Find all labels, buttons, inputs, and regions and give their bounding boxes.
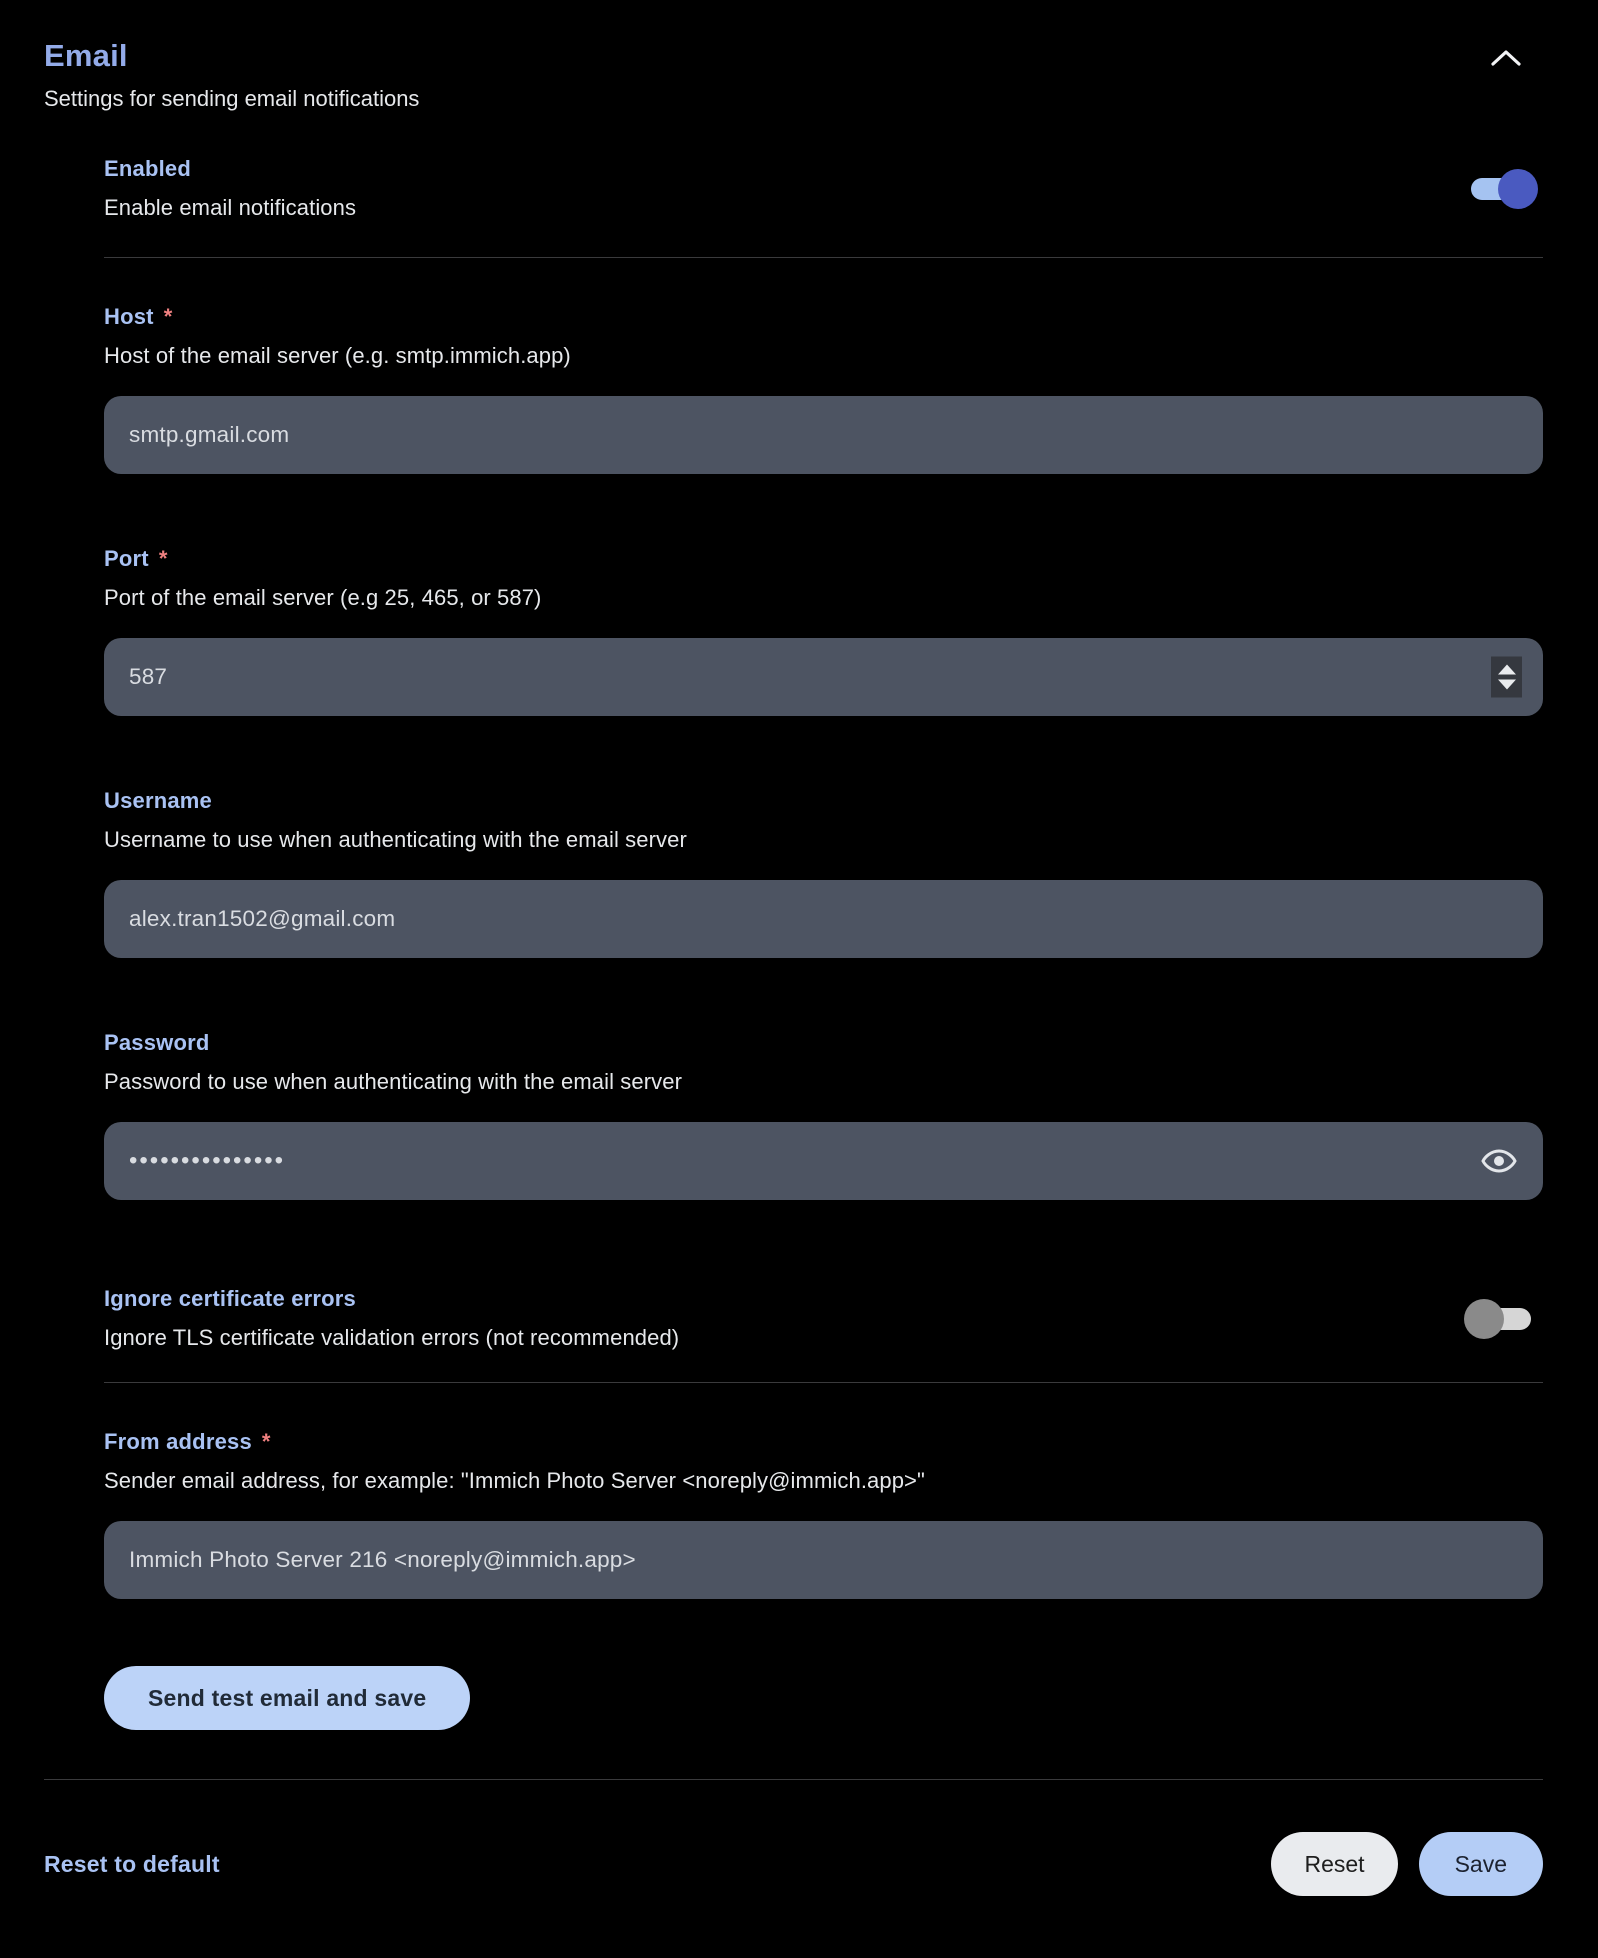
- toggle-knob: [1464, 1299, 1504, 1339]
- enabled-description: Enable email notifications: [104, 195, 357, 220]
- from-address-input-wrap: [104, 1521, 1543, 1599]
- username-label-row: [104, 788, 1543, 814]
- port-description: Port of the email server (e.g 25, 465, or 587): [104, 585, 542, 610]
- host-input-wrap: [104, 396, 1543, 474]
- ignore-cert-setting-row: [104, 1286, 1543, 1351]
- page-subtitle: Settings for sending email notifications: [44, 86, 420, 111]
- ignore-cert-toggle[interactable]: [1471, 1308, 1531, 1330]
- host-field-group: [104, 304, 1543, 474]
- port-field-group: [104, 546, 1543, 716]
- page-title: Email: [44, 38, 128, 73]
- username-label: Username: [104, 788, 212, 813]
- host-input[interactable]: [104, 396, 1543, 474]
- username-field-group: [104, 788, 1543, 958]
- footer-buttons: [1271, 1832, 1543, 1896]
- port-label-row: [104, 546, 1543, 572]
- chevron-up-icon: [1489, 48, 1523, 68]
- enabled-label: Enabled: [104, 156, 191, 181]
- port-input[interactable]: [104, 638, 1543, 716]
- password-input-wrap: [104, 1122, 1543, 1200]
- password-label-row: [104, 1030, 1543, 1056]
- password-description: Password to use when authenticating with the email server: [104, 1069, 683, 1094]
- ignore-cert-text: [104, 1286, 679, 1351]
- ignore-cert-description: Ignore TLS certificate validation errors (not recommended): [104, 1325, 680, 1350]
- password-field-group: [104, 1030, 1543, 1200]
- password-input[interactable]: [104, 1122, 1543, 1200]
- stepper-down-arrow[interactable]: [1498, 680, 1516, 690]
- section-divider: [104, 257, 1543, 258]
- required-asterisk: *: [158, 546, 168, 571]
- eye-icon: [1481, 1148, 1517, 1174]
- reset-button[interactable]: Reset: [1271, 1832, 1397, 1896]
- enabled-text: [104, 156, 356, 221]
- enabled-setting-row: [104, 156, 1543, 221]
- host-label: Host: [104, 304, 154, 329]
- username-input-wrap: [104, 880, 1543, 958]
- from-address-field-group: [104, 1429, 1543, 1599]
- from-address-label-row: [104, 1429, 1543, 1455]
- footer-actions: [44, 1832, 1543, 1896]
- port-input-wrap: [104, 638, 1543, 716]
- from-address-label: From address: [104, 1429, 252, 1454]
- ignore-cert-label: Ignore certificate errors: [104, 1286, 356, 1311]
- host-description: Host of the email server (e.g. smtp.immich.app): [104, 343, 571, 368]
- required-asterisk: *: [163, 304, 173, 329]
- panel-header-text: [44, 34, 419, 112]
- host-label-row: [104, 304, 1543, 330]
- from-address-input[interactable]: [104, 1521, 1543, 1599]
- from-address-description: Sender email address, for example: "Immich Photo Server <noreply@immich.app>": [104, 1468, 925, 1493]
- required-asterisk: *: [261, 1429, 271, 1454]
- panel-header: [44, 34, 1543, 112]
- password-label: Password: [104, 1030, 210, 1055]
- enabled-toggle[interactable]: [1471, 178, 1531, 200]
- number-stepper-icon[interactable]: [1491, 657, 1522, 698]
- save-button[interactable]: Save: [1419, 1832, 1543, 1896]
- footer-divider: [44, 1779, 1543, 1780]
- toggle-knob: [1498, 169, 1538, 209]
- username-input[interactable]: [104, 880, 1543, 958]
- collapse-section-button[interactable]: [1483, 42, 1529, 74]
- stepper-up-arrow[interactable]: [1498, 665, 1516, 675]
- settings-content: [104, 156, 1543, 1730]
- send-test-email-button[interactable]: Send test email and save: [104, 1666, 470, 1730]
- toggle-password-visibility-button[interactable]: [1481, 1148, 1517, 1174]
- section-divider: [104, 1382, 1543, 1383]
- reset-to-default-link[interactable]: Reset to default: [44, 1850, 220, 1877]
- username-description: Username to use when authenticating with the email server: [104, 827, 687, 852]
- port-label: Port: [104, 546, 149, 571]
